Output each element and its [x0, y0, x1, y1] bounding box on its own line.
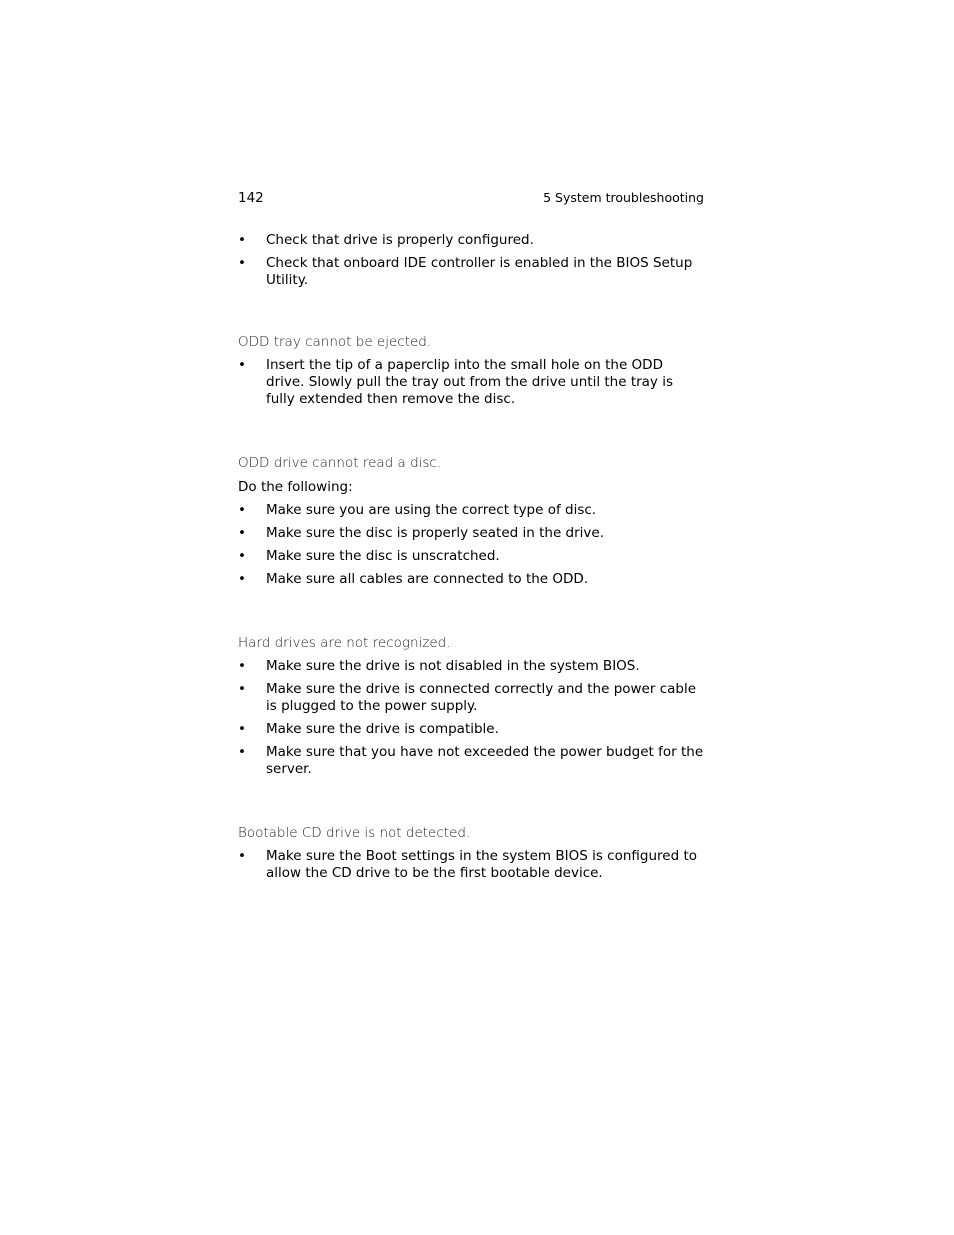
list-item — [238, 548, 704, 565]
section-drive-config — [238, 232, 704, 289]
list-item — [238, 232, 704, 249]
list-item — [238, 848, 704, 882]
page-number: 142 — [238, 190, 264, 206]
list-item — [238, 571, 704, 588]
bullet-glyph: • — [238, 255, 246, 271]
list-item-text: Check that drive is properly configured. — [266, 232, 534, 248]
running-head: 5 System troubleshooting — [543, 190, 704, 205]
list-item-text: Check that onboard IDE controller is enabled in the BIOS Setup Utility. — [266, 255, 693, 288]
bullet-list — [238, 357, 704, 408]
bullet-glyph: • — [238, 658, 246, 674]
section-hard-drives — [238, 634, 704, 778]
list-item — [238, 744, 704, 778]
list-item-text: Make sure the drive is connected correctly and the power cable is plugged to the power supply. — [266, 681, 697, 714]
list-item-text: Make sure the drive is not disabled in the system BIOS. — [266, 658, 640, 674]
bullet-glyph: • — [238, 848, 246, 864]
bullet-glyph: • — [238, 548, 246, 564]
problem-heading: Hard drives are not recognized. — [238, 635, 451, 651]
section-odd-tray — [238, 333, 704, 408]
problem-heading: ODD tray cannot be ejected. — [238, 334, 432, 350]
bullet-glyph: • — [238, 721, 246, 737]
bullet-glyph: • — [238, 744, 246, 760]
bullet-glyph: • — [238, 525, 246, 541]
list-item-text: Make sure the disc is properly seated in the drive. — [266, 525, 604, 541]
list-item — [238, 525, 704, 542]
bullet-list — [238, 848, 704, 882]
list-item-text: Make sure the drive is compatible. — [266, 721, 499, 737]
section-bootable-cd — [238, 824, 704, 882]
list-item — [238, 357, 704, 408]
bullet-glyph: • — [238, 232, 246, 248]
list-item — [238, 721, 704, 738]
list-item-text: Insert the tip of a paperclip into the small hole on the ODD drive. Slowly pull the tray out from the drive until the tray is fully extended then remove the disc. — [266, 357, 673, 407]
page-header — [238, 190, 704, 210]
intro-text: Do the following: — [238, 479, 353, 495]
list-item-text: Make sure all cables are connected to the ODD. — [266, 571, 589, 587]
bullet-list — [238, 502, 704, 588]
bullet-list — [238, 232, 704, 289]
list-item — [238, 658, 704, 675]
list-item-text: Make sure you are using the correct type of disc. — [266, 502, 597, 518]
list-item — [238, 502, 704, 519]
problem-heading: Bootable CD drive is not detected. — [238, 825, 471, 841]
problem-heading: ODD drive cannot read a disc. — [238, 455, 442, 471]
list-item-text: Make sure that you have not exceeded the power budget for the server. — [266, 744, 704, 777]
section-odd-read — [238, 454, 704, 588]
document-page — [238, 190, 704, 888]
bullet-list — [238, 658, 704, 778]
list-item-text: Make sure the disc is unscratched. — [266, 548, 500, 564]
bullet-glyph: • — [238, 571, 246, 587]
bullet-glyph: • — [238, 357, 246, 373]
bullet-glyph: • — [238, 502, 246, 518]
list-item — [238, 681, 704, 715]
list-item — [238, 255, 704, 289]
bullet-glyph: • — [238, 681, 246, 697]
list-item-text: Make sure the Boot settings in the system BIOS is configured to allow the CD drive to be the first bootable device. — [266, 848, 698, 881]
